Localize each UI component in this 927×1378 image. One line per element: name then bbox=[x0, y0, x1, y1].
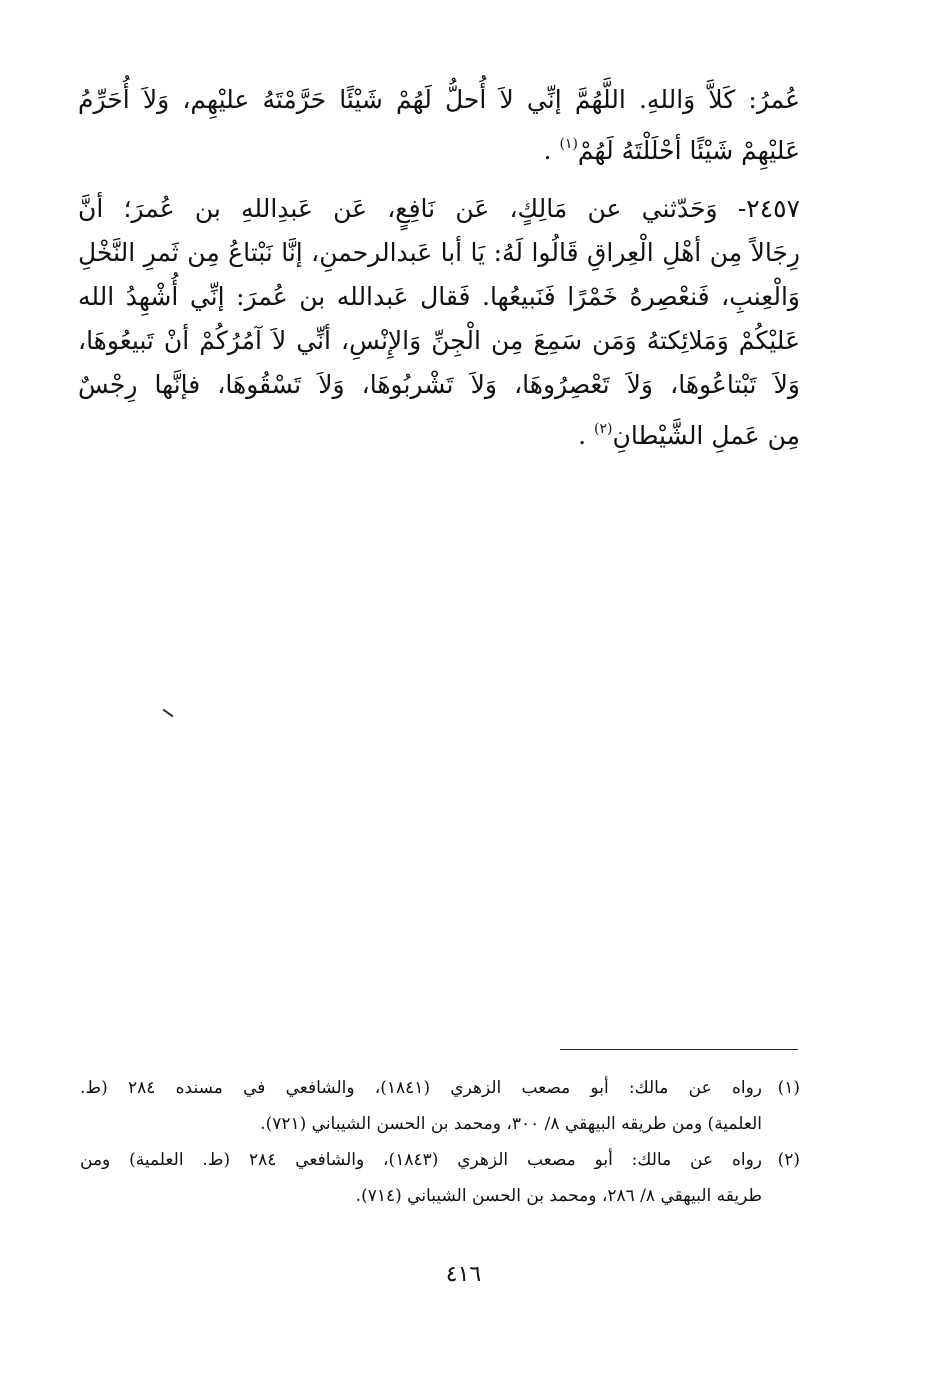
footnote-number: (١) bbox=[777, 1078, 800, 1098]
footnote-line: رواه عن مالك: أبو مصعب الزهري (١٨٤١)، والشافعي في مسنده ٢٨٤ (ط. bbox=[80, 1078, 762, 1098]
text-fragment: عَليْهِمْ شَيْئًا أحْلَلْتَهُ لَهُمْ bbox=[577, 136, 800, 165]
text-line: وَالْعِنبِ، فَنعْصِرهُ خَمْرًا فَنَبيعُها. فَقال عَبدالله بن عُمرَ: إنِّي أُشْهِدُ الله bbox=[78, 282, 800, 311]
footnote-line: العلمية) ومن طريقه البيهقي ٨/ ٣٠٠، ومحمد بن الحسن الشيباني (٧٢١). bbox=[260, 1114, 762, 1134]
footnote-line: طريقه البيهقي ٨/ ٢٨٦، ومحمد بن الحسن الشيباني (٧١٤). bbox=[355, 1186, 762, 1206]
footnote-separator bbox=[560, 1049, 798, 1050]
footnotes bbox=[80, 1070, 800, 1214]
paragraph-1 bbox=[78, 78, 800, 173]
footnote-ref: (١) bbox=[559, 136, 578, 152]
text-line: رِجَالاً مِن أهْلِ الْعِراقِ قَالُوا لَهُ: يَا أبا عَبدالرحمنِ، إنَّا نَبْتاعُ مِن ثَمرِ النَّخْلِ bbox=[78, 238, 800, 267]
sentence-end: . bbox=[543, 136, 560, 165]
footnote-text bbox=[80, 1142, 762, 1214]
page-number: ٤١٦ bbox=[445, 1262, 482, 1287]
text-line: وَلاَ تَبْتاعُوهَا، وَلاَ تَعْصِرُوهَا، وَلاَ تَشْربُوهَا، وَلاَ تَسْقُوهَا، فإنَّها رِجْسٌ bbox=[78, 370, 800, 399]
footnote-ref: (٢) bbox=[594, 421, 613, 437]
footnote-number: (٢) bbox=[777, 1150, 800, 1170]
text-fragment: مِن عَملِ الشَّيْطانِ bbox=[612, 421, 800, 450]
text-line: عُمرُ: كَلاَّ وَاللهِ. اللَّهُمَّ إنِّي لاَ أُحلُّ لَهُمْ شَيْئًا حَرَّمْتَهُ عليْهِم، وَلاَ أُحَرِّمُ bbox=[78, 85, 800, 114]
scan-speck bbox=[163, 709, 174, 718]
text-line: ٢٤٥٧- وَحَدّثني عن مَالِكٍ، عَن نَافِعٍ، عَن عَبدِاللهِ بن عُمرَ؛ أنَّ bbox=[78, 194, 800, 223]
footnote-line: رواه عن مالك: أبو مصعب الزهري (١٨٤٣)، والشافعي ٢٨٤ (ط. العلمية) ومن bbox=[80, 1150, 762, 1170]
text-line-last bbox=[78, 407, 800, 458]
paragraph-2 bbox=[78, 187, 800, 458]
sentence-end: . bbox=[578, 421, 595, 450]
text-line-last bbox=[78, 122, 800, 173]
footnote-2 bbox=[80, 1142, 800, 1214]
footnote-1 bbox=[80, 1070, 800, 1142]
main-text bbox=[78, 78, 800, 458]
footnote-text bbox=[80, 1070, 762, 1142]
text-line: عَليْكُمْ وَمَلائِكتهُ وَمَن سَمِعَ مِن الْجِنِّ وَالإِنْسِ، أنِّي لاَ آمُرُكُمْ أنْ تَبيعُوهَا، bbox=[78, 326, 800, 355]
